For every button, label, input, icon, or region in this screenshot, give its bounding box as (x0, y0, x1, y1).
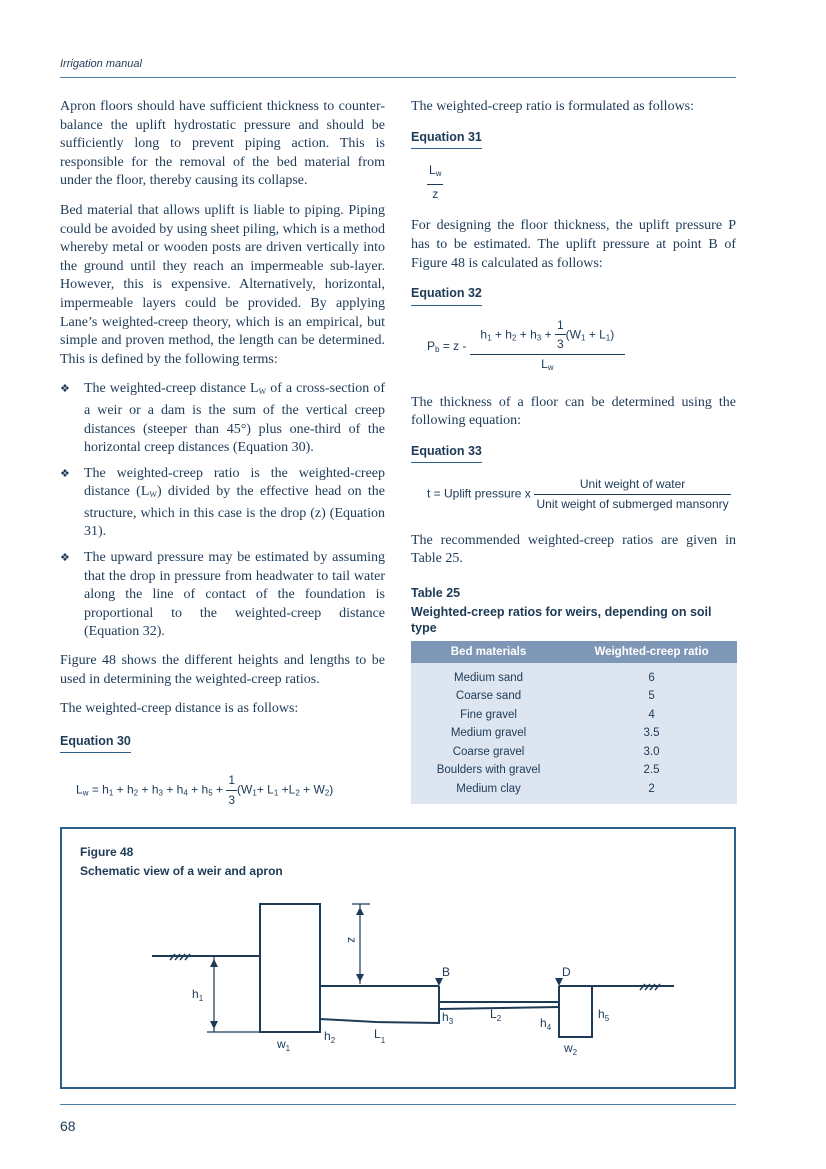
diamond-bullet-icon: ❖ (60, 551, 70, 565)
paragraph: Bed material that allows uplift is liable to piping. Piping could be avoided by using sheet piling, which is a method whereby metal or wooden posts are driven vertically into the ground until they reach an impermeable sub-layer. However, this is expensive. Alternatively, horizontal, impermeable layers could be provided. By applying Lane’s weighted-creep theory, which is an empirical, but simple and proven method, the length can be determined. This is defined by the following terms: (60, 202, 385, 367)
list-item: ❖ The upward pressure may be estimated by assuming that the drop in pressure from headwater to tail water along the line of contact of the foundation is proportional to the weighted-creep distance (Equation 32). (60, 550, 385, 640)
figure-title: Schematic view of a weir and apron (80, 864, 283, 878)
header-rule (60, 77, 736, 78)
diamond-bullet-icon: ❖ (60, 382, 70, 396)
table-row: Fine gravel 4 (460, 708, 655, 721)
diamond-bullet-icon: ❖ (60, 466, 70, 480)
equation-30: $L_w = h_1 + h_2 + h_3 + h_4 + h_5$ + $\frac{1}{3}$ $(W_1+ L_1 +L_2 + W_2)$ (76, 771, 385, 809)
running-header: Irrigation manual (60, 58, 142, 70)
table-label: Table 25 (411, 586, 461, 600)
figure-48-box (60, 827, 736, 1089)
table-title: Weighted-creep ratios for weirs, depending on soil type (411, 605, 712, 635)
z-label: z (345, 937, 359, 943)
table-row: Medium clay 2 (456, 782, 655, 795)
equation-31-title: Equation 31 (411, 128, 482, 150)
point-b-label: B (442, 965, 451, 979)
table-row: Coarse sand 5 (455, 690, 655, 703)
list-item: ❖ The weighted-creep distance $L_W$ of a cross-section of a weir or a dam is the sum of the vertical creep distances (steeper than 45°) plus one-third of the horizontal creep distances (Equation 30). (60, 381, 385, 456)
table-row: Medium sand 6 (454, 672, 655, 684)
h1-label: $h_1$ (192, 987, 204, 1003)
point-d-label: D (562, 965, 571, 979)
paragraph: Apron floors should have sufficient thickness to counter-balance the uplift hydrostatic pressure and should be sufficiently long to prevent piping action. This is responsible for the removal of the bed material from under the floor, thereby causing its collapse. (60, 99, 385, 189)
footer-rule (60, 1104, 736, 1105)
equation-31: $\frac{L_w}{z}$ (429, 163, 442, 201)
weir-apron-diagram (62, 829, 734, 1087)
equation-32: $P_b = z$ - $h_1 + h_2 + h_3$ + $\frac{1}{3}$ $(W_1 + L_1)$ $L_w$ (427, 316, 736, 378)
equation-33-title: Equation 33 (411, 442, 482, 464)
l2-label: $L_2$ (490, 1007, 502, 1023)
w2-label: $w_2$ (564, 1041, 578, 1057)
w1-label: $w_1$ (277, 1037, 291, 1053)
equation-32-title: Equation 32 (411, 284, 482, 306)
h3-label: $h_3$ (442, 1010, 454, 1026)
h5-label: $h_5$ (598, 1007, 610, 1023)
page-number: 68 (60, 1118, 76, 1134)
paragraph: Figure 48 shows the different heights and lengths to be used in determining the weighted-creep ratios. (60, 653, 385, 687)
figure-label: Figure 48 (80, 845, 134, 859)
left-column (60, 98, 385, 810)
column-header: Weighted-creep ratio (566, 641, 737, 663)
equation-33: t = Uplift pressure x $\frac{\text{Unit weight of water}}{\text{Unit weight of submerged mansonry}}$ (427, 475, 736, 513)
table-row: Medium gravel 3.5 (450, 727, 660, 740)
paragraph: For designing the floor thickness, the uplift pressure P has to be estimated. The uplift pressure at point B of Figure 48 is calculated as follows: (411, 218, 736, 271)
paragraph: The thickness of a floor can be determined using the following equation: (411, 394, 736, 429)
h4-label: $h_4$ (540, 1016, 552, 1032)
bullet-list (60, 380, 385, 642)
column-header: Bed materials (411, 641, 566, 663)
h2-label: $h_2$ (324, 1029, 336, 1045)
fraction-one-third: $\frac{1}{3}$ (228, 773, 236, 807)
weighted-creep-table (411, 641, 737, 804)
equation-30-title: Equation 30 (60, 732, 131, 754)
table-row: Coarse gravel 3.0 (452, 745, 660, 758)
paragraph: The weighted-creep distance is as follows: (60, 701, 299, 717)
right-column (411, 98, 736, 580)
list-item: ❖ The weighted-creep ratio is the weighted-creep distance $(L_W)$ divided by the effective head on the structure, which in this case is the drop (z) (Equation 31). (60, 465, 385, 540)
paragraph: The weighted-creep ratio is formulated as follows: (411, 99, 695, 114)
table-row: Boulders with gravel 2.5 (436, 764, 660, 777)
paragraph: The recommended weighted-creep ratios are given in Table 25. (411, 532, 736, 567)
l1-label: $L_1$ (374, 1027, 386, 1045)
